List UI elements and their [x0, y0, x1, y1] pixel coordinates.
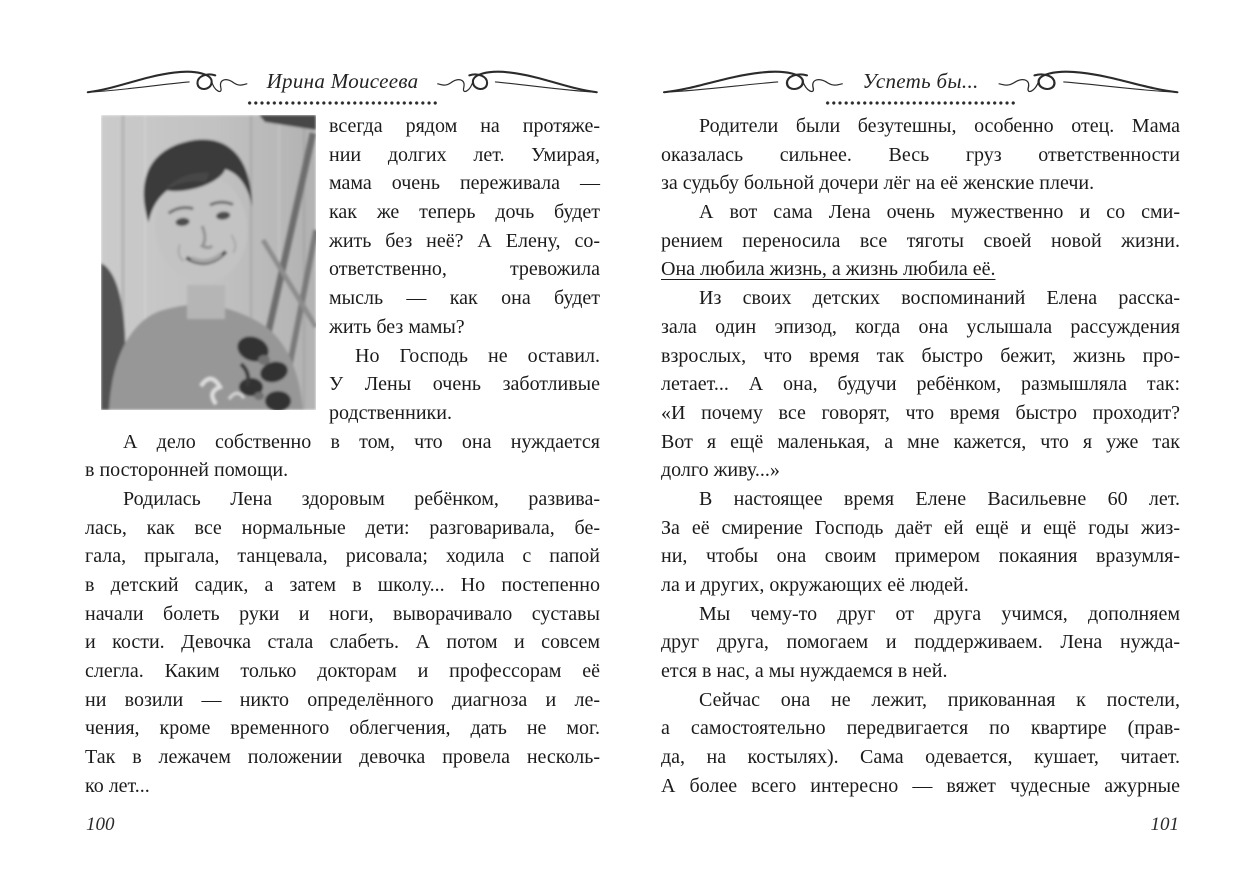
- text-line: ко лет...: [85, 774, 150, 797]
- text-line: летает... А она, будучи ребёнком, размышляла так:: [661, 373, 1180, 396]
- left-running-head: [85, 0, 600, 106]
- left-narrow-column: [329, 112, 600, 428]
- text-line: А вот сама Лена очень мужественно и со сми-: [699, 201, 1180, 224]
- text-line: да, на костылях). Сама одевается, кушает, читает.: [661, 746, 1180, 769]
- text-line: в детский садик, а затем в школу... Но постепенно: [85, 574, 600, 596]
- text-line: ни, чтобы она своим примером покаяния вразумля-: [661, 545, 1180, 568]
- text-line: мама очень переживала —: [329, 172, 600, 195]
- dotted-divider: [825, 100, 1017, 106]
- page-number-right: 101: [1150, 814, 1179, 835]
- text-line: гала, прыгала, танцевала, рисовала; ходила с папой: [85, 545, 600, 568]
- text-line: За её смирение Господь даёт ей ещё и ещё годы жиз-: [661, 516, 1180, 539]
- text-line: Мы чему-то друг от друга учимся, дополняем: [699, 602, 1180, 625]
- text-line: Вот я ещё маленькая, а мне кажется, что я уже так: [661, 430, 1180, 453]
- text-line: Из своих детских воспоминаний Елена расска-: [699, 287, 1180, 310]
- text-line: лась, как все нормальные дети: разговаривала, бе-: [85, 516, 600, 539]
- text-line: взрослых, что время так быстро бежит, жизнь про-: [661, 344, 1180, 367]
- dotted-divider: [247, 100, 439, 106]
- text-line: зала один эпизод, когда она услышала рассуждения: [661, 315, 1180, 338]
- text-line: слегла. Каким только докторам и профессорам её: [85, 660, 600, 683]
- flourish-ornament-left: [85, 66, 251, 96]
- right-page-body: [661, 112, 1180, 801]
- left-page-body: [85, 112, 600, 801]
- text-line: Родители были безутешны, особенно отец. Мама: [699, 115, 1180, 137]
- text-line: друг друга, помогаем и поддерживаем. Лена нужда-: [661, 631, 1180, 654]
- text-line: нии долгих лет. Умирая,: [329, 143, 600, 166]
- text-line: за судьбу больной дочери лёг на её женские плечи.: [661, 172, 1095, 195]
- text-line: начали болеть руки и ноги, выворачивало суставы: [85, 602, 600, 625]
- page-number-left: 100: [86, 814, 115, 835]
- flourish-ornament-right: [434, 66, 600, 96]
- text-line: Так в лежачем положении девочка провела несколь-: [85, 746, 600, 769]
- text-line: жить без мамы?: [329, 315, 465, 338]
- text-line: ла и других, окружающих её людей.: [661, 574, 969, 596]
- text-line: жить без неё? А Елену, со-: [329, 229, 600, 252]
- text-line: Но Господь не оставил.: [355, 344, 600, 367]
- text-line: В настоящее время Елене Васильевне 60 лет.: [699, 487, 1180, 510]
- text-line: рением переносила все тяготы своей новой жизни.: [661, 229, 1180, 252]
- text-line: оказалась сильнее. Весь груз ответственности: [661, 143, 1180, 166]
- text-line: а самостоятельно передвигается по квартире (прав-: [661, 717, 1180, 740]
- text-line: У Лены очень заботливые: [329, 373, 600, 396]
- text-line: чения, кроме временного облегчения, дать не мог.: [85, 717, 600, 740]
- text-line: мысль — как она будет: [329, 287, 600, 310]
- portrait-photo: [101, 115, 316, 410]
- flourish-ornament-left: [661, 66, 846, 96]
- text-line: А более всего интересно — вяжет чудесные ажурные: [661, 774, 1180, 797]
- right-running-head: [661, 0, 1180, 106]
- text-line: долго живу...»: [661, 459, 780, 482]
- text-line: как же теперь дочь будет: [329, 201, 600, 224]
- text-line: всегда рядом на протяже-: [329, 115, 600, 137]
- text-line: ется в нас, а мы нуждаемся в ней.: [661, 660, 948, 683]
- right-page: [661, 0, 1180, 882]
- text-line: А дело собственно в том, что она нуждается: [123, 430, 600, 453]
- text-line: в посторонней помощи.: [85, 459, 289, 482]
- text-line: и кости. Девочка стала слабеть. А потом и совсем: [85, 631, 600, 654]
- text-line: Родилась Лена здоровым ребёнком, развива-: [123, 487, 600, 510]
- text-line: ни возили — никто определённого диагноза и ле-: [85, 688, 600, 711]
- text-line: «И почему все говорят, что время быстро проходит?: [661, 401, 1180, 424]
- right-page-title: Успеть бы...: [862, 69, 979, 93]
- text-line: Сейчас она не лежит, прикованная к постели,: [699, 688, 1180, 711]
- left-page-title: Ирина Моисеева: [266, 69, 419, 93]
- text-line: родственники.: [329, 401, 452, 424]
- text-line: ответственно, тревожила: [329, 258, 600, 281]
- text-line: Она любила жизнь, а жизнь любила её.: [661, 258, 996, 281]
- left-page: [85, 0, 600, 882]
- left-wide-column: [85, 428, 600, 801]
- flourish-ornament-right: [995, 66, 1180, 96]
